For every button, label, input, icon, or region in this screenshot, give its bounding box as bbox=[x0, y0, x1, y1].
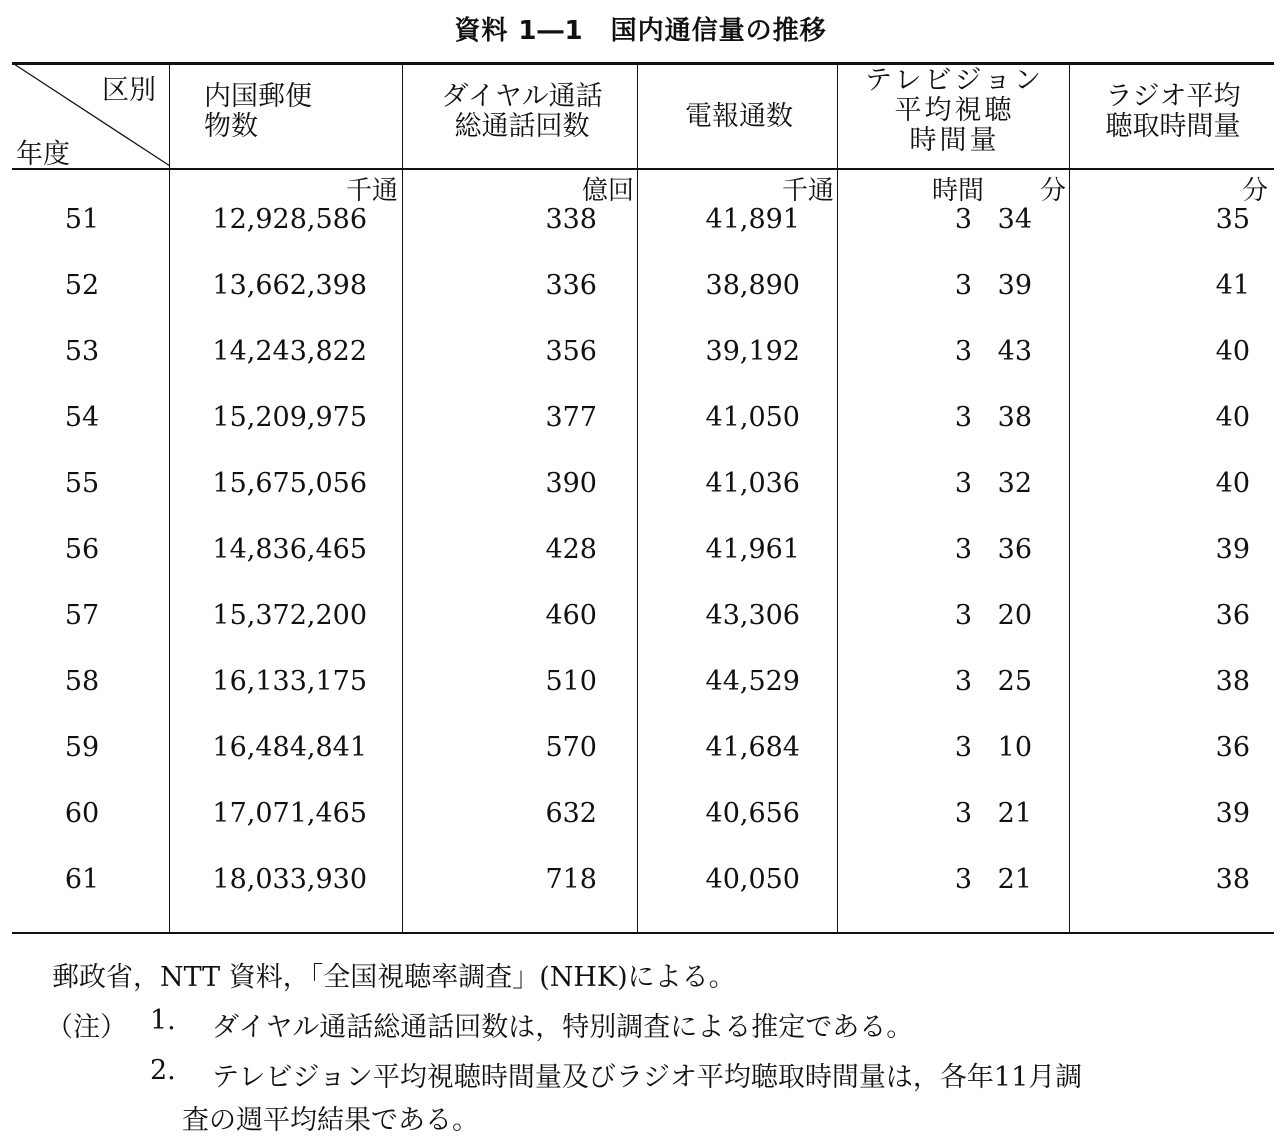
cell-tv-m: 21 bbox=[997, 864, 1032, 895]
header-tv bbox=[857, 66, 1052, 162]
unit-calls: 億回 bbox=[581, 176, 634, 206]
cell-tv-h: 3 bbox=[954, 534, 972, 565]
header-telegram-line1: 電報通数 bbox=[685, 101, 793, 132]
cell-tv-h: 3 bbox=[954, 864, 972, 895]
cell-telegram: 38,890 bbox=[705, 270, 800, 301]
note-1-text: ダイヤル通話総通話回数は，特別調査による推定である。 bbox=[212, 1012, 914, 1043]
cell-tv-h: 3 bbox=[954, 732, 972, 763]
cell-calls: 460 bbox=[545, 600, 597, 631]
cell-telegram: 40,656 bbox=[705, 798, 800, 829]
cell-calls: 356 bbox=[545, 336, 597, 367]
note-2-text-line2: 査の週平均結果である。 bbox=[182, 1105, 479, 1136]
cell-tv-h: 3 bbox=[954, 336, 972, 367]
page-title: 資料 1―1 国内通信量の推移 bbox=[454, 16, 827, 46]
cell-year: 54 bbox=[64, 402, 100, 433]
cell-radio: 40 bbox=[1215, 468, 1250, 499]
header-calls-line1: ダイヤル通話 bbox=[441, 81, 603, 112]
cell-telegram: 41,050 bbox=[705, 402, 800, 433]
cell-tv-m: 10 bbox=[997, 732, 1032, 763]
cell-year: 51 bbox=[64, 204, 100, 235]
cell-tv-m: 25 bbox=[997, 666, 1032, 697]
cell-tv-h: 3 bbox=[954, 270, 972, 301]
cell-tv-m: 21 bbox=[997, 798, 1032, 829]
cell-telegram: 41,891 bbox=[705, 204, 800, 235]
cell-calls: 570 bbox=[545, 732, 597, 763]
header-tv-line2: 平均視聴 bbox=[894, 95, 1015, 126]
header-tv-line1: テレビジョン bbox=[865, 65, 1044, 96]
cell-mail: 15,209,975 bbox=[212, 402, 367, 433]
cell-tv-m: 39 bbox=[997, 270, 1032, 301]
cell-calls: 718 bbox=[545, 864, 597, 895]
table-top-rule bbox=[12, 62, 1274, 65]
cell-year: 59 bbox=[64, 732, 100, 763]
table-row bbox=[12, 468, 1274, 508]
cell-tv-h: 3 bbox=[954, 204, 972, 235]
unit-telegram: 千通 bbox=[781, 176, 834, 206]
cell-mail: 17,071,465 bbox=[212, 798, 367, 829]
cell-tv-h: 3 bbox=[954, 468, 972, 499]
cell-mail: 12,928,586 bbox=[212, 204, 367, 235]
header-nendo: 年度 bbox=[16, 139, 70, 170]
cell-tv-h: 3 bbox=[954, 600, 972, 631]
header-mail-line1: 内国郵便 bbox=[204, 81, 312, 112]
header-radio-line1: ラジオ平均 bbox=[1105, 81, 1241, 112]
cell-mail: 14,243,822 bbox=[212, 336, 367, 367]
cell-year: 60 bbox=[64, 798, 100, 829]
unit-tv-hours: 時間 bbox=[931, 176, 984, 206]
cell-tv-m: 43 bbox=[997, 336, 1032, 367]
note-label: （注） bbox=[46, 1012, 127, 1043]
cell-telegram: 43,306 bbox=[705, 600, 800, 631]
table-row bbox=[12, 534, 1274, 574]
note-2-text-line1: テレビジョン平均視聴時間量及びラジオ平均聴取時間量は，各年11月調 bbox=[212, 1062, 1083, 1093]
cell-year: 57 bbox=[64, 600, 100, 631]
cell-year: 55 bbox=[64, 468, 100, 499]
header-radio bbox=[1078, 82, 1268, 178]
cell-radio: 39 bbox=[1215, 798, 1250, 829]
cell-mail: 16,484,841 bbox=[212, 732, 367, 763]
cell-telegram: 41,961 bbox=[705, 534, 800, 565]
cell-mail: 13,662,398 bbox=[212, 270, 367, 301]
cell-radio: 40 bbox=[1215, 336, 1250, 367]
traffic-table bbox=[12, 62, 1274, 935]
cell-radio: 35 bbox=[1215, 204, 1250, 235]
cell-tv-m: 36 bbox=[997, 534, 1032, 565]
cell-calls: 336 bbox=[545, 270, 597, 301]
cell-telegram: 39,192 bbox=[705, 336, 800, 367]
cell-year: 56 bbox=[64, 534, 100, 565]
cell-radio: 40 bbox=[1215, 402, 1250, 433]
cell-tv-m: 38 bbox=[997, 402, 1032, 433]
cell-tv-m: 32 bbox=[997, 468, 1032, 499]
cell-radio: 39 bbox=[1215, 534, 1250, 565]
cell-telegram: 40,050 bbox=[705, 864, 800, 895]
note-2-number: 2. bbox=[150, 1055, 176, 1086]
cell-tv-m: 34 bbox=[997, 204, 1032, 235]
cell-telegram: 44,529 bbox=[705, 666, 800, 697]
cell-year: 61 bbox=[64, 864, 100, 895]
unit-tv-minutes: 分 bbox=[1039, 176, 1066, 206]
note-1-number: 1. bbox=[150, 1005, 176, 1036]
table-row bbox=[12, 666, 1274, 706]
cell-year: 52 bbox=[64, 270, 100, 301]
cell-radio: 38 bbox=[1215, 666, 1250, 697]
cell-telegram: 41,036 bbox=[705, 468, 800, 499]
cell-calls: 632 bbox=[545, 798, 597, 829]
header-calls bbox=[422, 82, 622, 178]
unit-radio: 分 bbox=[1241, 176, 1268, 206]
table-row bbox=[12, 798, 1274, 838]
cell-tv-h: 3 bbox=[954, 666, 972, 697]
cell-calls: 428 bbox=[545, 534, 597, 565]
source-note: 郵政省，NTT 資料，「全国視聴率調査」(NHK)による。 bbox=[52, 962, 736, 993]
header-mail-line2: 物数 bbox=[204, 111, 258, 142]
cell-tv-h: 3 bbox=[954, 798, 972, 829]
cell-calls: 510 bbox=[545, 666, 597, 697]
cell-calls: 390 bbox=[545, 468, 597, 499]
cell-tv-m: 20 bbox=[997, 600, 1032, 631]
header-tv-line3: 時間量 bbox=[909, 125, 1000, 156]
table-row bbox=[12, 732, 1274, 772]
cell-radio: 38 bbox=[1215, 864, 1250, 895]
cell-radio: 36 bbox=[1215, 600, 1250, 631]
table-row bbox=[12, 270, 1274, 310]
cell-mail: 18,033,930 bbox=[212, 864, 367, 895]
cell-mail: 14,836,465 bbox=[212, 534, 367, 565]
header-kubetsu: 区別 bbox=[102, 75, 156, 106]
table-row bbox=[12, 204, 1274, 244]
unit-mail: 千通 bbox=[345, 176, 398, 206]
cell-mail: 16,133,175 bbox=[212, 666, 367, 697]
table-bottom-rule bbox=[12, 932, 1274, 934]
header-radio-line2: 聴取時間量 bbox=[1105, 111, 1241, 142]
cell-year: 53 bbox=[64, 336, 100, 367]
table-row bbox=[12, 600, 1274, 640]
cell-telegram: 41,684 bbox=[705, 732, 800, 763]
header-mail bbox=[204, 82, 364, 178]
cell-radio: 36 bbox=[1215, 732, 1250, 763]
table-row bbox=[12, 402, 1274, 442]
cell-year: 58 bbox=[64, 666, 100, 697]
cell-calls: 338 bbox=[545, 204, 597, 235]
cell-mail: 15,675,056 bbox=[212, 468, 367, 499]
cell-tv-h: 3 bbox=[954, 402, 972, 433]
table-row bbox=[12, 336, 1274, 376]
header-calls-line2: 総通話回数 bbox=[454, 111, 590, 142]
table-row bbox=[12, 864, 1274, 904]
cell-mail: 15,372,200 bbox=[212, 600, 367, 631]
cell-radio: 41 bbox=[1215, 270, 1250, 301]
cell-calls: 377 bbox=[545, 402, 597, 433]
